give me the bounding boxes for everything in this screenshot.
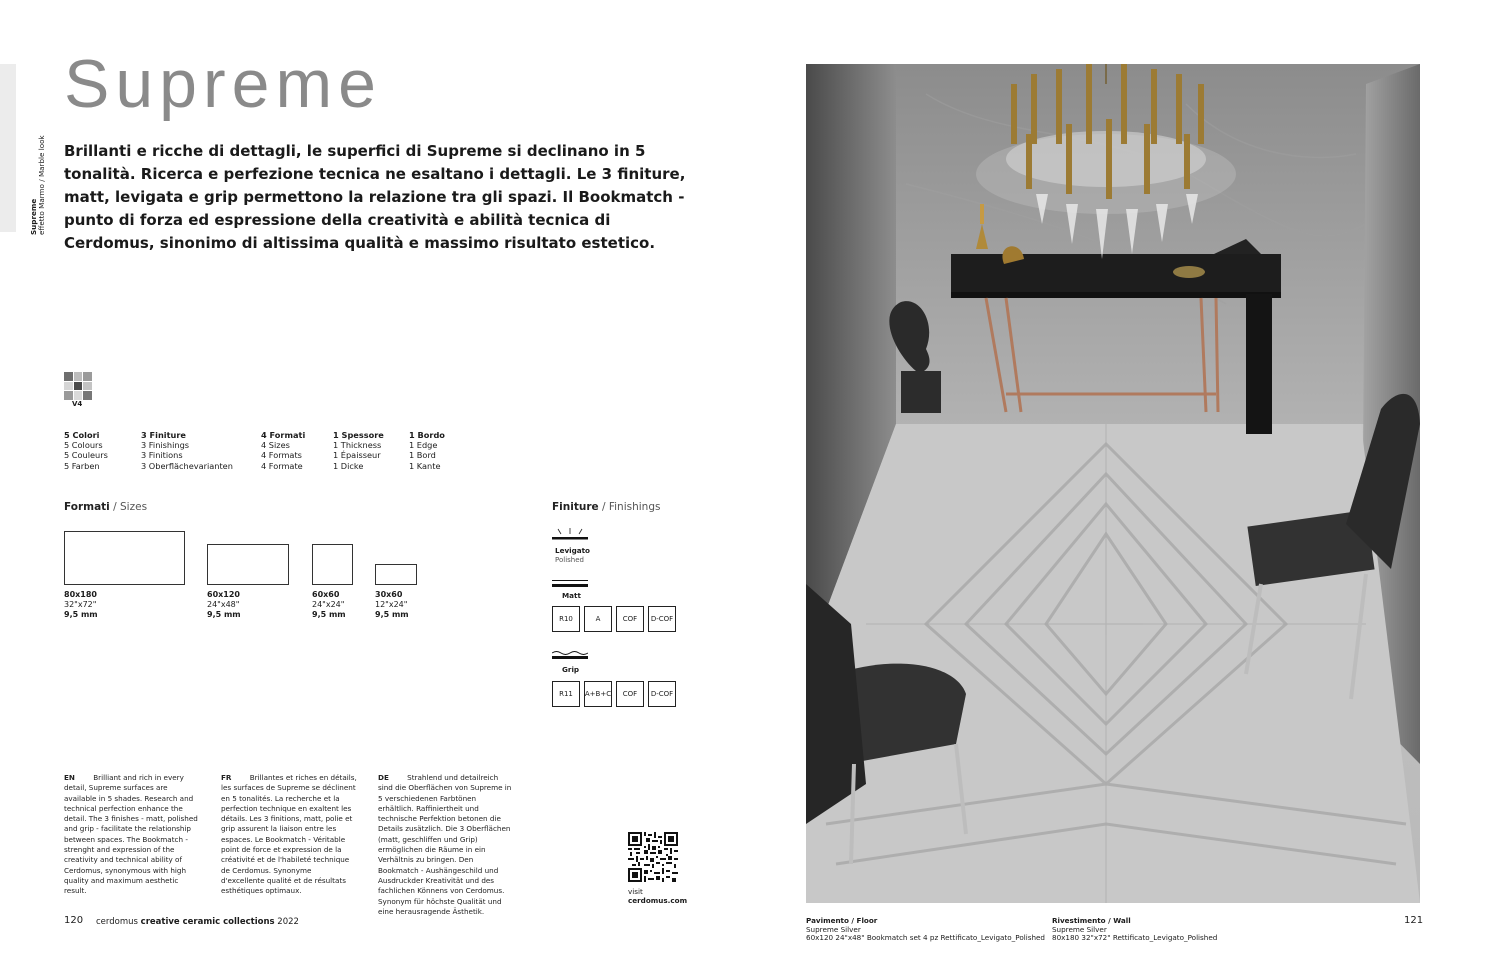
format-inches: 32"x72": [64, 600, 97, 609]
sidebar-collection-label: [30, 135, 46, 235]
format-size: 80x180: [64, 590, 97, 599]
footer-brand: cerdomus: [96, 917, 138, 927]
sidebar-collection: Supreme: [29, 198, 38, 235]
format-box-30x60: [375, 564, 417, 585]
caption-wall: [1052, 917, 1217, 943]
format-size: 60x120: [207, 590, 240, 599]
text-fr-body: Brillantes et riches en détails, les surfaces de Supreme se déclinent en 5 tonalités. La recherche et la perfection technique en exaltent les détails. Les 3 finitions, matt, polie et grip assurent la liaison entre les espaces. Le Bookmatch - Véritable point de force et expression de la créativité et de l'habileté technique de Cerdomus. Synonyme d'excellente qualité et de résultats esthétiques optimaux.: [221, 773, 357, 896]
spec-title: 1 Spessore: [333, 430, 384, 440]
visit-link[interactable]: [628, 887, 687, 905]
spec-edge: [409, 430, 445, 471]
page-number-left: 120: [64, 915, 84, 926]
format-inches: 24"x48": [207, 600, 240, 609]
format-thickness: 9,5 mm: [375, 610, 409, 619]
spec-line: 4 Sizes: [261, 440, 290, 451]
interior-photo: [806, 64, 1420, 903]
intro-paragraph: Brillanti e ricche di dettagli, le superfici di Supreme si declinano in 5 tonalità. Ricerca e perfezione tecnica ne esaltano i dettagli. Le 3 finiture, matt, levigata e grip permettono la relazione tra gli spazi. Il Bookmatch - punto di forza ed espressione della creatività e abilità tecnica di Cerdomus, sinonimo di altissima qualità e massimo risultato estetico.: [64, 142, 686, 252]
format-box-60x60: [312, 544, 353, 585]
swatch-cell: [64, 372, 73, 381]
sidebar-subtitle: effetto Marmo / Marble look: [36, 135, 46, 235]
footer-collection: creative ceramic collections: [140, 917, 275, 927]
caption-floor-detail: 60x120 24"x48" Bookmatch set 4 pz Rettificato_Levigato_Polished: [806, 933, 1045, 943]
swatch-cell: [74, 372, 83, 381]
qr-code-icon[interactable]: [628, 832, 678, 882]
text-en-body: Brilliant and rich in every detail, Supreme surfaces are available in 5 shades. Research and technical perfection enhance the detail. The 3 finishes - matt, polished and grip - facilitate the relationship between spaces. The Bookmatch - strenght and expression of the creativity and technical ability of Cerdomus, synonymous with high quality and maximum aesthetic result.: [64, 773, 198, 896]
spec-finishings: [141, 430, 233, 471]
spec-thickness: [333, 430, 384, 471]
caption-wall-detail: 80x180 32"x72" Rettificato_Levigato_Polished: [1052, 933, 1218, 943]
spec-line: 4 Formate: [261, 460, 303, 471]
spec-line: 3 Oberflächevarianten: [141, 460, 233, 471]
swatch-cell: [83, 391, 92, 400]
finish-matt: Matt: [562, 591, 581, 600]
grip-chip-cof: COF: [616, 681, 644, 707]
spec-line: 4 Formats: [261, 450, 302, 461]
caption-floor-title: Pavimento / Floor: [806, 916, 878, 925]
finish-grip: Grip: [562, 665, 580, 674]
spec-title: 4 Formati: [261, 430, 306, 440]
grip-chip-dcof: D-COF: [648, 681, 676, 707]
matt-chip-dcof: D-COF: [648, 606, 676, 632]
format-size: 30x60: [375, 590, 403, 599]
text-fr: [221, 773, 357, 897]
finish-levigato: Levigato: [555, 546, 590, 555]
caption-wall-title: Rivestimento / Wall: [1052, 916, 1131, 925]
finishings-label: Finiture: [552, 501, 599, 513]
format-thickness: 9,5 mm: [207, 610, 241, 619]
caption-floor-name: Supreme Silver: [806, 924, 861, 934]
spec-line: 3 Finitions: [141, 450, 183, 461]
formats-label: Formati: [64, 501, 110, 513]
swatch-label: V4: [72, 400, 83, 408]
finish-levigato-sub: Polished: [555, 556, 584, 564]
color-swatch-grid: [64, 372, 92, 400]
spec-line: 1 Épaisseur: [333, 450, 381, 461]
spec-line: 5 Farben: [64, 460, 100, 471]
format-thickness: 9,5 mm: [312, 610, 346, 619]
sidebar-bar: [0, 64, 16, 232]
text-de-body: Strahlend und detailreich sind die Oberflächen von Supreme in 5 verschiedenen Farbtönen erhältlich. Raffiniertheit und technische Perfektion betonen die Details zusätzlich. Die 3 Oberflächen (matt, geschliffen und Grip) ermöglichen die Räume in ein Verhältnis zu bringen. Den Bookmatch - Aushängeschild und Ausdruckder Kreativität und des fachlichen Könnens von Cerdomus. Synonym für höchste Qualität und eine herausragende Ästhetik.: [378, 773, 512, 916]
grip-chip-abc: A+B+C: [584, 681, 612, 707]
spec-sizes: [261, 430, 305, 471]
spec-title: 1 Bordo: [409, 430, 445, 440]
spec-line: 1 Kante: [409, 460, 441, 471]
format-label-60x60: [312, 590, 346, 620]
matt-chip-a: A: [584, 606, 612, 632]
page-title: Supreme: [64, 46, 382, 122]
swatch-cell: [83, 372, 92, 381]
swatch-cell: [83, 382, 92, 391]
visit-label: visit: [628, 887, 643, 896]
spec-line: 5 Couleurs: [64, 450, 108, 461]
text-en: [64, 773, 200, 897]
format-label-30x60: [375, 590, 409, 620]
format-label-80x180: [64, 590, 98, 620]
caption-floor: [806, 917, 1045, 943]
matt-finish-icon: [552, 578, 588, 590]
swatch-cell: [64, 391, 73, 400]
visit-url[interactable]: cerdomus.com: [628, 896, 688, 905]
caption-wall-name: Supreme Silver: [1052, 924, 1107, 934]
format-box-80x180: [64, 531, 185, 585]
spec-line: 1 Edge: [409, 440, 438, 451]
spec-line: 1 Dicke: [333, 460, 364, 471]
spec-line: 3 Finishings: [141, 440, 190, 451]
matt-chip-cof: COF: [616, 606, 644, 632]
spec-line: 1 Bord: [409, 450, 436, 461]
spec-colours: [64, 430, 108, 471]
spec-title: 3 Finiture: [141, 430, 186, 440]
spec-title: 5 Colori: [64, 430, 100, 440]
finishings-heading: [552, 501, 660, 513]
format-inches: 24"x24": [312, 600, 345, 609]
format-thickness: 9,5 mm: [64, 610, 98, 619]
format-inches: 12"x24": [375, 600, 408, 609]
polished-finish-icon: [552, 528, 588, 540]
lang-en: EN: [64, 773, 75, 782]
footer-year: 2022: [277, 917, 299, 927]
grip-chip-r11: R11: [552, 681, 580, 707]
interior-photo-illustration: [806, 64, 1420, 903]
formats-sub: / Sizes: [109, 501, 148, 513]
spec-line: 1 Thickness: [333, 440, 382, 451]
format-label-60x120: [207, 590, 241, 620]
finishings-sub: / Finishings: [598, 501, 661, 513]
swatch-cell: [64, 382, 73, 391]
grip-finish-icon: [552, 650, 588, 662]
swatch-cell: [74, 391, 83, 400]
spec-line: 5 Colours: [64, 440, 103, 451]
swatch-cell: [74, 382, 83, 391]
page-number-right: 121: [1404, 915, 1424, 926]
formats-heading: [64, 501, 147, 513]
lang-fr: FR: [221, 773, 232, 782]
footer-brand-line: [96, 917, 299, 927]
matt-chip-r10: R10: [552, 606, 580, 632]
format-size: 60x60: [312, 590, 340, 599]
text-de: [378, 773, 514, 917]
format-box-60x120: [207, 544, 289, 585]
lang-de: DE: [378, 773, 389, 782]
